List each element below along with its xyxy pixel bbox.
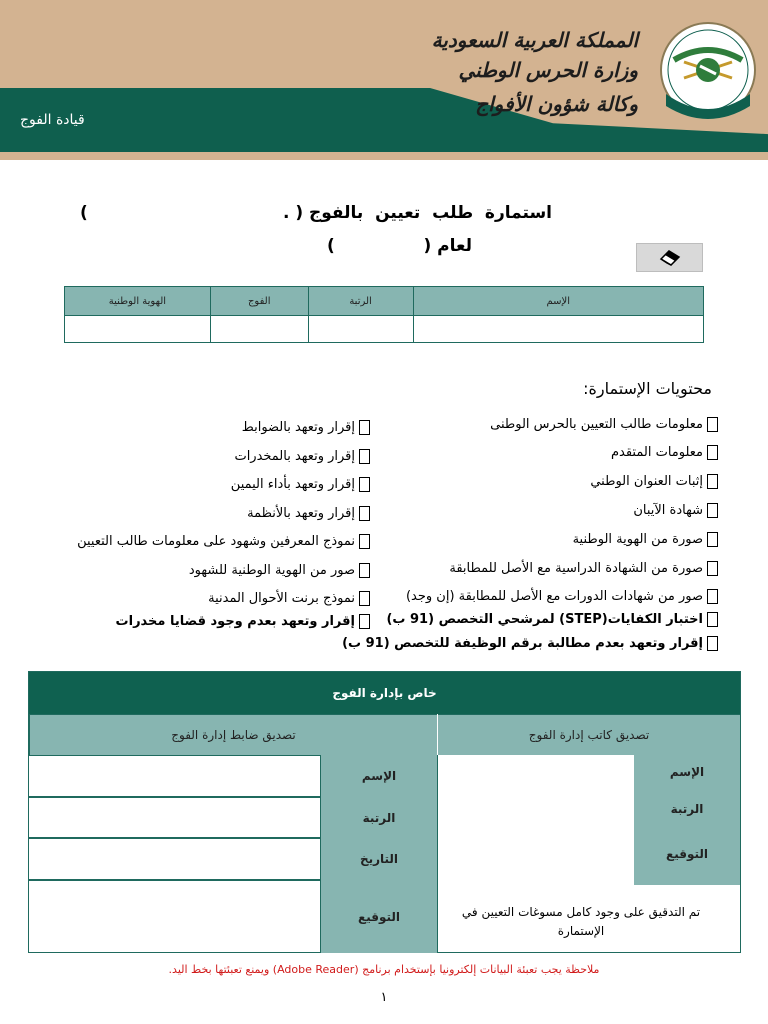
officer-rank-field[interactable]	[28, 797, 321, 838]
checkbox-item[interactable]: صورة من الهوية الوطنية	[573, 532, 718, 547]
checkbox-item[interactable]: شهادة الآيبان	[633, 503, 718, 518]
clerk-rank-label: الرتبة	[670, 802, 704, 816]
admin-header: خاص بإدارة الفوج	[29, 672, 740, 714]
regiment-field[interactable]	[210, 316, 308, 343]
header-green-band-bottom	[0, 140, 768, 152]
checkbox-item[interactable]: اختبار الكفايات(STEP) لمرشحي التخصص (91 ب)	[386, 612, 718, 627]
checkbox-item[interactable]: إقرار وتعهد بأداء اليمين	[231, 477, 370, 492]
checkbox[interactable]	[359, 506, 370, 521]
checkbox-item[interactable]: إقرار وتعهد بالأنظمة	[247, 506, 370, 521]
band-title: قيادة الفوج	[20, 112, 85, 128]
calligraphy-line-2: وزارة الحرس الوطني	[458, 58, 638, 82]
checkbox[interactable]	[707, 561, 718, 576]
checkbox[interactable]	[359, 563, 370, 578]
checkbox-item[interactable]: نموذج برنت الأحوال المدنية	[208, 591, 370, 606]
officer-approval-title: تصديق ضابط إدارة الفوج	[29, 714, 437, 755]
calligraphy-line-3: وكالة شؤون الأفواج	[475, 92, 638, 116]
officer-rank-label: الرتبة	[321, 797, 437, 838]
form-title: استمارة طلب تعيين بالفوج ( .	[282, 203, 552, 223]
checkbox[interactable]	[707, 612, 718, 627]
checkbox-item[interactable]: إقرار وتعهد بالضوابط	[242, 420, 370, 435]
officer-name-label: الإسم	[321, 755, 437, 797]
national-id-field[interactable]	[65, 316, 211, 343]
officer-signature-label: التوقيع	[321, 880, 437, 953]
checkbox-item[interactable]: إقرار وتعهد بعدم وجود قضايا مخدرات	[116, 614, 370, 629]
eraser-icon	[657, 249, 683, 267]
officer-date-label: التاريخ	[321, 838, 437, 880]
col-rank: الرتبة	[308, 287, 413, 316]
checkbox-item[interactable]: صور من شهادات الدورات مع الأصل للمطابقة (إن وجد)	[406, 589, 718, 604]
checkbox[interactable]	[707, 417, 718, 432]
clerk-name-label: الإسم	[669, 765, 705, 779]
checkbox[interactable]	[707, 589, 718, 604]
footer-note: ملاحظة يجب تعبئة البيانات إلكترونيا بإستخدام برنامج (Adobe Reader) ويمنع تعبئتها بخط اليد.	[168, 963, 600, 976]
verification-text: تم التدقيق على وجود كامل مسوغات التعيين في الإستمارة	[461, 905, 701, 938]
form-title-close: )	[80, 203, 88, 223]
checkbox[interactable]	[359, 420, 370, 435]
clerk-labels	[634, 755, 740, 885]
checkbox[interactable]	[707, 474, 718, 489]
col-regiment: الفوج	[210, 287, 308, 316]
col-name: الإسم	[413, 287, 704, 316]
clerk-approval-title: تصديق كاتب إدارة الفوج	[438, 714, 740, 755]
name-field[interactable]	[413, 316, 704, 343]
checkbox-item[interactable]: صور من الهوية الوطنية للشهود	[189, 563, 370, 578]
checkbox-item[interactable]: نموذج المعرفين وشهود على معلومات طالب التعيين	[77, 534, 370, 549]
col-national-id: الهوية الوطنية	[65, 287, 211, 316]
officer-name-field[interactable]	[28, 755, 321, 797]
checkbox[interactable]	[359, 449, 370, 464]
page-number: ١	[380, 990, 388, 1005]
checkbox-item[interactable]: إثبات العنوان الوطني	[590, 474, 718, 489]
applicant-info-table	[64, 286, 704, 343]
checkbox[interactable]	[707, 636, 718, 651]
checkbox[interactable]	[359, 614, 370, 629]
officer-signature-field[interactable]	[28, 880, 321, 953]
rank-field[interactable]	[308, 316, 413, 343]
checkbox-item[interactable]: صورة من الشهادة الدراسية مع الأصل للمطابقة	[449, 561, 718, 576]
checkbox-item[interactable]: إقرار وتعهد بالمخدرات	[234, 449, 370, 464]
checkbox-item[interactable]: إقرار وتعهد بعدم مطالبة برقم الوظيفة للتخصص (91 ب)	[342, 636, 718, 651]
calligraphy-line-1: المملكة العربية السعودية	[431, 28, 638, 52]
clerk-fields[interactable]	[438, 755, 634, 885]
clerk-signature-label: التوقيع	[666, 847, 708, 861]
form-year: لعام ( )	[326, 236, 472, 256]
checkbox[interactable]	[359, 477, 370, 492]
checkbox[interactable]	[359, 591, 370, 606]
ministry-emblem	[654, 20, 762, 124]
checkbox[interactable]	[707, 503, 718, 518]
officer-date-field[interactable]	[28, 838, 321, 880]
checkbox-item[interactable]: معلومات المتقدم	[611, 445, 718, 460]
checkbox-item[interactable]: معلومات طالب التعيين بالحرس الوطنى	[490, 417, 718, 432]
checkbox[interactable]	[707, 532, 718, 547]
checkbox[interactable]	[359, 534, 370, 549]
checkbox[interactable]	[707, 445, 718, 460]
clear-form-button[interactable]	[636, 243, 703, 272]
contents-title: محتويات الإستمارة:	[583, 379, 712, 398]
